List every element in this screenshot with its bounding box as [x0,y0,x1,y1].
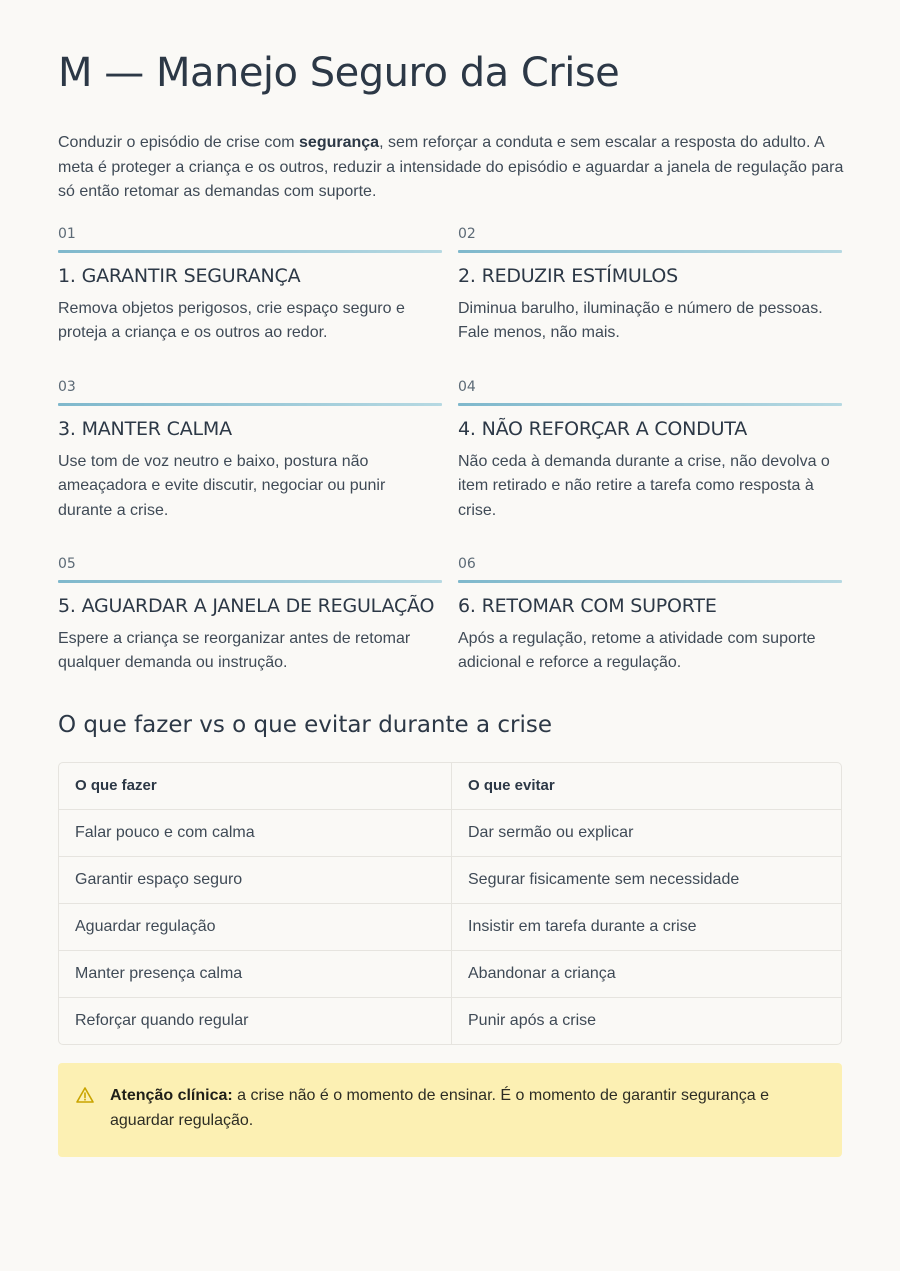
alert-label: Atenção clínica: [110,1086,233,1104]
step-description: Diminua barulho, iluminação e número de pessoas. Fale menos, não mais. [458,299,823,341]
intro-paragraph [58,131,848,205]
step-divider [458,250,842,253]
column-header-avoid: O que evitar [452,763,841,810]
alert-text: a crise não é o momento de ensinar. É o momento de garantir segurança e aguardar regulação. [110,1086,770,1129]
step-description: Use tom de voz neutro e baixo, postura não ameaçadora e evite discutir, negociar ou punir durante a crise. [58,452,386,519]
step-card-5 [58,554,442,684]
step-title: 4. NÃO REFORÇAR A CONDUTA [458,417,748,440]
table-cell-avoid: Segurar fisicamente sem necessidade [452,857,841,904]
step-card-4 [458,377,842,554]
step-description: Não ceda à demanda durante a crise, não devolva o item retirado e não retire a tarefa como resposta à crise. [458,452,830,519]
section-title: O que fazer vs o que evitar durante a crise [58,711,553,738]
step-title: 1. GARANTIR SEGURANÇA [58,264,301,287]
step-title: 3. MANTER CALMA [58,417,232,440]
step-description: Após a regulação, retome a atividade com suporte adicional e reforce a regulação. [458,629,816,671]
table-cell-do: Aguardar regulação [59,904,452,951]
step-number: 06 [458,555,476,572]
step-card-6 [458,554,842,684]
table-row [59,951,841,998]
clinical-alert [58,1063,842,1157]
table-cell-do: Manter presença calma [59,951,452,998]
table-cell-do: Falar pouco e com calma [59,810,452,857]
step-title: 5. AGUARDAR A JANELA DE REGULAÇÃO [58,594,435,617]
step-number: 03 [58,378,76,395]
intro-bold: segurança [299,134,380,151]
table-row [59,998,841,1044]
column-header-do: O que fazer [59,763,452,810]
table-cell-do: Garantir espaço seguro [59,857,452,904]
table-header-row [59,763,841,810]
table-cell-avoid: Abandonar a criança [452,951,841,998]
step-card-2 [458,224,842,377]
intro-text-end: , sem reforçar a conduta e sem escalar a resposta do adulto. A meta é proteger a criança e os outros, reduzir a intensidade do episódio e aguardar a janela de regulação para só então retomar as demandas com suporte. [58,134,844,200]
table-cell-avoid: Dar sermão ou explicar [452,810,841,857]
step-divider [458,580,842,583]
intro-text-start: Conduzir o episódio de crise com [58,134,300,151]
table-cell-avoid: Punir após a crise [468,1011,597,1029]
step-number: 01 [58,225,76,242]
step-divider [58,403,442,406]
step-card-1 [58,224,442,377]
step-title: 2. REDUZIR ESTÍMULOS [458,264,678,287]
table-cell-avoid: Insistir em tarefa durante a crise [452,904,841,951]
warning-icon [76,1087,94,1103]
step-divider [58,250,442,253]
page-title: M — Manejo Seguro da Crise [58,50,620,96]
do-dont-table [58,762,842,1045]
step-divider [58,580,442,583]
step-title: 6. RETOMAR COM SUPORTE [458,594,717,617]
step-description: Remova objetos perigosos, crie espaço seguro e proteja a criança e os outros ao redor. [58,299,405,341]
step-description: Espere a criança se reorganizar antes de retomar qualquer demanda ou instrução. [58,629,411,671]
table-cell-do: Reforçar quando regular [59,998,452,1044]
steps-grid [58,224,842,684]
step-number: 04 [458,378,476,395]
step-number: 02 [458,225,476,242]
table-row [59,810,841,857]
table-row [59,904,841,951]
step-card-3 [58,377,442,554]
table-row [59,857,841,904]
step-number: 05 [58,555,76,572]
step-divider [458,403,842,406]
